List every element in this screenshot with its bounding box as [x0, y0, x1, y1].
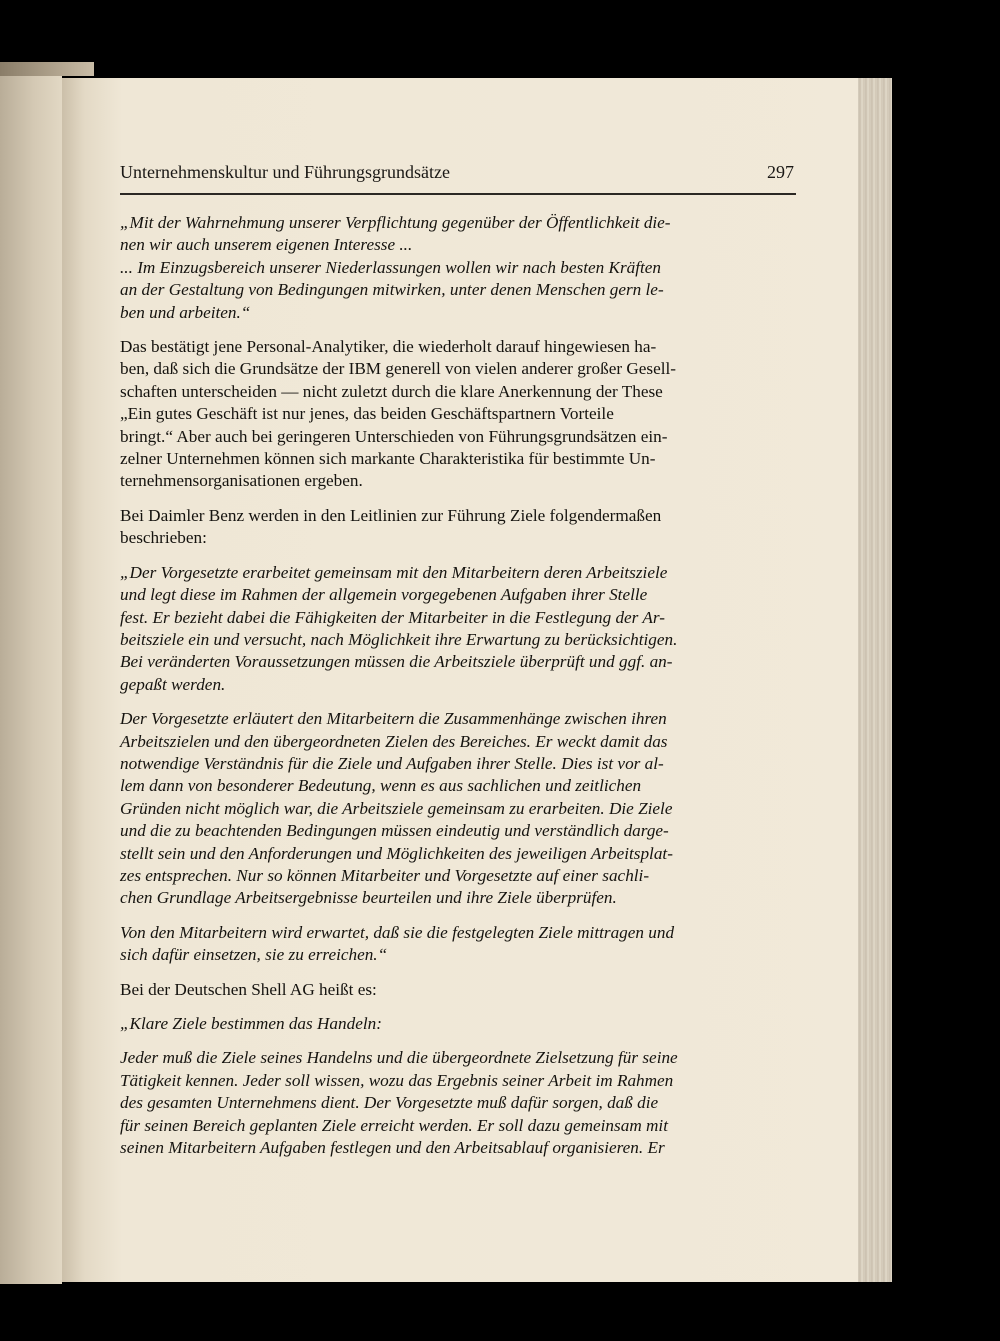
page-number: 297: [767, 162, 794, 182]
book-page: [62, 78, 892, 1282]
paragraph-daimler-intro: Bei Daimler Benz werden in den Leitlinien zur Führung Ziele folgendermaßen beschrieben:: [120, 505, 662, 548]
chapter-title: Unternehmenskultur und Führungsgrundsätze: [120, 162, 450, 182]
quote-daimler-3: Von den Mitarbeitern wird erwartet, daß sie die festgelegten Ziele mittragen und sich dafür einsetzen, sie zu erreichen.“: [120, 922, 675, 965]
body-text: [120, 212, 794, 1171]
quote-daimler-2: Der Vorgesetzte erläutert den Mitarbeitern die Zusammenhänge zwischen ihren Arbeitszielen und den übergeordneten Zielen des Bereiches. Er weckt damit das notwendige Verständnis für die Ziele und Aufgaben ihrer Stelle. Dies ist vor al- lem dann von besonderer Bedeutung, wenn es aus sachlichen und zeitlichen Gründen nicht möglich war, die Arbeitsziele gemeinsam zu erarbeiten. Die Ziele und die zu beachtenden Bedingungen müssen eindeutig und verständlich darge- stellt sein und den Anforderungen und Möglichkeiten des jeweiligen Arbeitsplat- zes entsprechen. Nur so können Mitarbeiter und Vorgesetzte auf einer sachli- chen Grundlage Arbeitsergebnisse beurteilen und ihre Ziele überprüfen.: [120, 709, 673, 908]
paragraph-shell-intro: Bei der Deutschen Shell AG heißt es:: [120, 979, 377, 999]
left-page-edge: [0, 62, 62, 1284]
header-rule: [120, 193, 796, 195]
left-page-top-strip: [0, 62, 94, 76]
quote-shell-body: Jeder muß die Ziele seines Handelns und die übergeordnete Zielsetzung für seine Tätigkeit kennen. Jeder soll wissen, wozu das Ergebnis seiner Arbeit im Rahmen des gesamten Unternehmens dient. Der Vorgesetzte muß dafür sorgen, daß die für seinen Bereich geplanten Ziele erreicht werden. Er soll dazu gemeinsam mit seinen Mitarbeitern Aufgaben festlegen und den Arbeitsablauf organisieren. Er: [120, 1048, 678, 1158]
quote-shell-heading: „Klare Ziele bestimmen das Handeln:: [120, 1014, 382, 1033]
quote-daimler-1: „Der Vorgesetzte erarbeitet gemeinsam mit den Mitarbeitern deren Arbeitsziele und legt diese im Rahmen der allgemein vorgegebenen Aufgaben ihrer Stelle fest. Er bezieht dabei die Fähigkeiten der Mitarbeiter in die Festlegung der Ar- beitsziele ein und versucht, nach Möglichkeit ihre Erwartung zu berücksichtigen. Bei veränderten Voraussetzungen müssen die Arbeitsziele überprüft und ggf. an- gepaßt werden.: [120, 562, 678, 694]
page-stack-edge: [858, 78, 892, 1282]
paragraph-analysts: Das bestätigt jene Personal-Analytiker, die wiederholt darauf hingewiesen ha- ben, daß sich die Grundsätze der IBM generell von vielen anderer großer Gesell- schaften unterscheiden — nicht zuletzt durch die klare Anerkennung der These „Ein gutes Geschäft ist nur jenes, das beiden Geschäftspartnern Vorteile bringt.“ Aber auch bei geringeren Unterschieden von Führungsgrundsätzen ein- zelner Unternehmen können sich markante Charakteristika für bestimmte Un- ternehmensorganisationen ergeben.: [120, 337, 676, 491]
running-head: [120, 162, 794, 183]
quote-ibm: „Mit der Wahrnehmung unserer Verpflichtung gegenüber der Öffentlichkeit die- nen wir auch unserem eigenen Interesse ... ... Im Einzugsbereich unserer Niederlassungen wollen wir nach besten Kräften an der Gestaltung von Bedingungen mitwirken, unter denen Menschen gern le- ben und arbeiten.“: [120, 213, 671, 322]
